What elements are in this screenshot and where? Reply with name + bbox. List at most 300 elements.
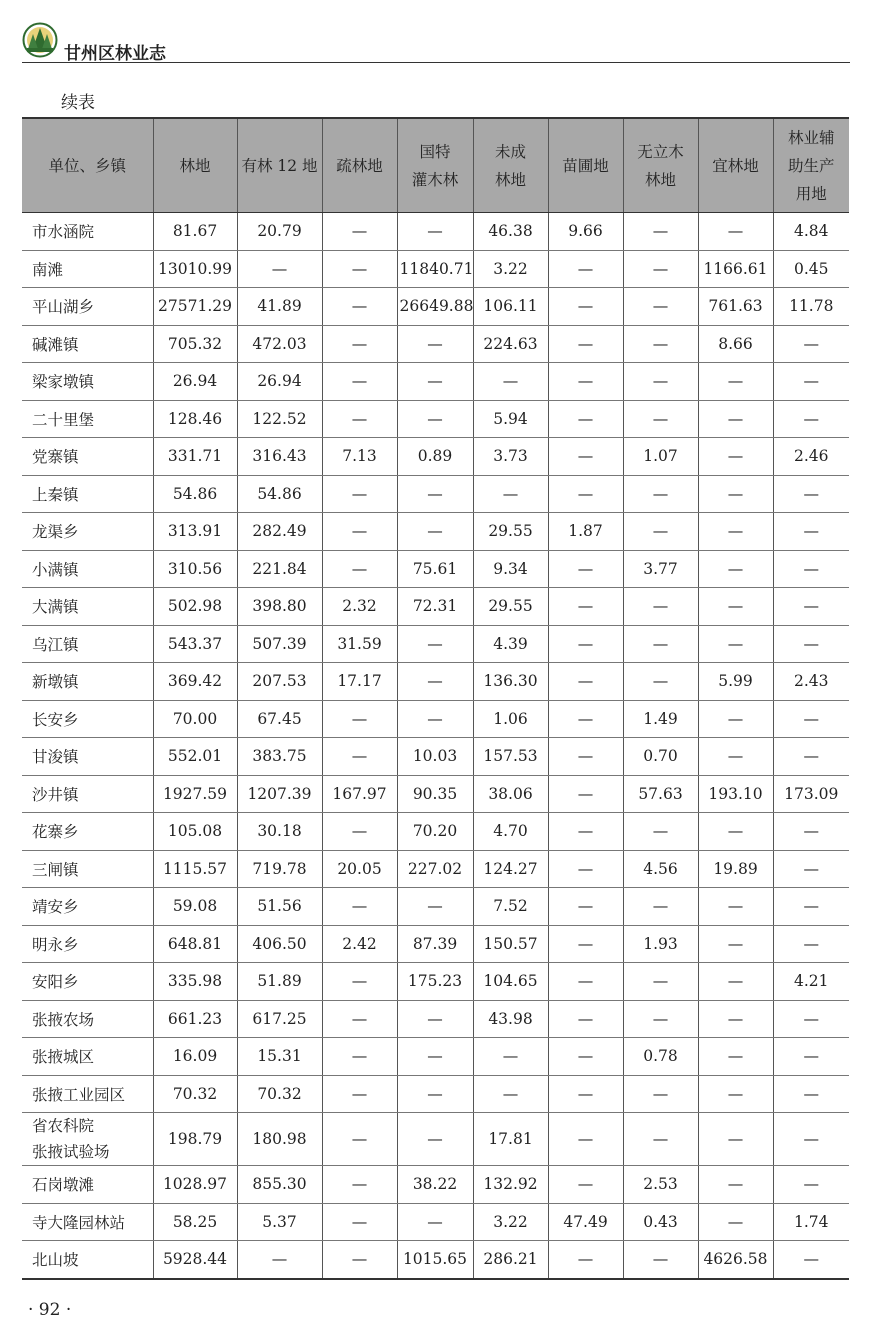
- table-cell: 29.55: [473, 513, 548, 551]
- table-cell: 17.17: [322, 663, 397, 701]
- table-cell: —: [698, 1203, 773, 1241]
- table-cell: 1.06: [473, 700, 548, 738]
- table-cell: —: [773, 400, 849, 438]
- table-cell: 282.49: [237, 513, 322, 551]
- table-row: [22, 925, 849, 963]
- table-cell: 507.39: [237, 625, 322, 663]
- table-cell: —: [548, 888, 623, 926]
- table-cell: —: [322, 1075, 397, 1113]
- unit-name-cell: 南滩: [22, 250, 153, 288]
- continued-label: 续表: [61, 93, 95, 113]
- table-cell: 10.03: [397, 738, 473, 776]
- table-cell: 5.99: [698, 663, 773, 701]
- unit-name-cell: 三闸镇: [22, 850, 153, 888]
- table-cell: —: [623, 625, 698, 663]
- table-cell: —: [773, 888, 849, 926]
- table-cell: 3.77: [623, 550, 698, 588]
- table-cell: 1166.61: [698, 250, 773, 288]
- unit-name-cell: 安阳乡: [22, 963, 153, 1001]
- table-cell: —: [397, 1000, 473, 1038]
- table-cell: —: [698, 738, 773, 776]
- table-cell: —: [773, 1113, 849, 1166]
- column-header: 苗圃地: [548, 118, 623, 213]
- table-cell: —: [623, 288, 698, 326]
- table-cell: 0.43: [623, 1203, 698, 1241]
- table-cell: —: [698, 213, 773, 251]
- table-cell: —: [397, 363, 473, 401]
- table-cell: 70.00: [153, 700, 237, 738]
- table-cell: 132.92: [473, 1166, 548, 1204]
- table-cell: —: [773, 1241, 849, 1279]
- table-cell: —: [397, 625, 473, 663]
- table-cell: 81.67: [153, 213, 237, 251]
- table-cell: 2.32: [322, 588, 397, 626]
- table-cell: —: [548, 550, 623, 588]
- table-cell: 331.71: [153, 438, 237, 476]
- table-cell: 9.66: [548, 213, 623, 251]
- unit-name-cell: 乌江镇: [22, 625, 153, 663]
- table-cell: 1115.57: [153, 850, 237, 888]
- table-cell: 193.10: [698, 775, 773, 813]
- table-row: [22, 700, 849, 738]
- table-cell: —: [698, 1000, 773, 1038]
- table-cell: —: [773, 738, 849, 776]
- table-cell: —: [322, 1000, 397, 1038]
- table-cell: 90.35: [397, 775, 473, 813]
- table-cell: —: [548, 1166, 623, 1204]
- table-cell: 54.86: [153, 475, 237, 513]
- table-cell: —: [773, 588, 849, 626]
- table-cell: —: [322, 325, 397, 363]
- table-cell: —: [322, 1241, 397, 1279]
- table-cell: —: [698, 475, 773, 513]
- table-cell: —: [623, 663, 698, 701]
- table-cell: —: [548, 925, 623, 963]
- table-cell: 51.89: [237, 963, 322, 1001]
- table-cell: —: [322, 700, 397, 738]
- forest-trees-icon: [22, 22, 58, 58]
- table-cell: —: [322, 363, 397, 401]
- table-cell: 4.56: [623, 850, 698, 888]
- table-cell: 122.52: [237, 400, 322, 438]
- table-row: [22, 213, 849, 251]
- table-row: [22, 438, 849, 476]
- table-row: [22, 850, 849, 888]
- table-cell: —: [548, 850, 623, 888]
- table-cell: —: [548, 1000, 623, 1038]
- table-cell: —: [773, 1075, 849, 1113]
- table-cell: 157.53: [473, 738, 548, 776]
- table-cell: —: [548, 775, 623, 813]
- table-cell: —: [322, 475, 397, 513]
- table-cell: —: [548, 738, 623, 776]
- table-cell: —: [548, 663, 623, 701]
- table-cell: 38.22: [397, 1166, 473, 1204]
- table-cell: —: [237, 1241, 322, 1279]
- column-header: 国特 灌木林: [397, 118, 473, 213]
- table-cell: —: [548, 325, 623, 363]
- table-cell: —: [548, 363, 623, 401]
- table-row: [22, 250, 849, 288]
- unit-name-cell: 花寨乡: [22, 813, 153, 851]
- table-cell: 4.21: [773, 963, 849, 1001]
- unit-name-cell: 新墩镇: [22, 663, 153, 701]
- unit-name-cell: 大满镇: [22, 588, 153, 626]
- unit-name-cell: 明永乡: [22, 925, 153, 963]
- table-cell: —: [623, 1000, 698, 1038]
- table-cell: —: [322, 1166, 397, 1204]
- table-cell: 0.45: [773, 250, 849, 288]
- table-cell: 5928.44: [153, 1241, 237, 1279]
- table-cell: —: [322, 550, 397, 588]
- table-cell: —: [773, 813, 849, 851]
- table-cell: 1015.65: [397, 1241, 473, 1279]
- table-cell: 4.39: [473, 625, 548, 663]
- table-cell: —: [322, 400, 397, 438]
- table-cell: —: [397, 1038, 473, 1076]
- table-cell: —: [698, 1113, 773, 1166]
- table-cell: 31.59: [322, 625, 397, 663]
- page-header: [22, 22, 850, 62]
- table-cell: 67.45: [237, 700, 322, 738]
- table-cell: 0.78: [623, 1038, 698, 1076]
- table-cell: 136.30: [473, 663, 548, 701]
- table-cell: —: [322, 1113, 397, 1166]
- table-cell: 70.32: [153, 1075, 237, 1113]
- table-cell: —: [773, 1038, 849, 1076]
- table-cell: —: [397, 325, 473, 363]
- table-cell: 57.63: [623, 775, 698, 813]
- table-cell: 38.06: [473, 775, 548, 813]
- unit-name-cell: 甘浚镇: [22, 738, 153, 776]
- table-cell: 4.84: [773, 213, 849, 251]
- table-cell: 180.98: [237, 1113, 322, 1166]
- forest-land-table: [22, 117, 849, 1280]
- table-cell: 7.13: [322, 438, 397, 476]
- table-cell: 502.98: [153, 588, 237, 626]
- table-cell: 8.66: [698, 325, 773, 363]
- table-cell: 5.94: [473, 400, 548, 438]
- table-row: [22, 550, 849, 588]
- table-cell: 406.50: [237, 925, 322, 963]
- table-cell: —: [397, 513, 473, 551]
- table-row: [22, 325, 849, 363]
- column-header: 有林 12 地: [237, 118, 322, 213]
- table-cell: 286.21: [473, 1241, 548, 1279]
- table-cell: —: [322, 250, 397, 288]
- unit-name-cell: 省农科院 张掖试验场: [22, 1113, 153, 1166]
- table-cell: —: [698, 1166, 773, 1204]
- table-cell: 29.55: [473, 588, 548, 626]
- table-cell: —: [473, 1038, 548, 1076]
- table-row: [22, 513, 849, 551]
- table-cell: —: [773, 475, 849, 513]
- table-cell: —: [548, 475, 623, 513]
- table-row: [22, 775, 849, 813]
- table-cell: —: [773, 550, 849, 588]
- table-cell: 1.07: [623, 438, 698, 476]
- table-cell: 1.74: [773, 1203, 849, 1241]
- table-cell: 335.98: [153, 963, 237, 1001]
- table-cell: 11.78: [773, 288, 849, 326]
- table-cell: 383.75: [237, 738, 322, 776]
- table-cell: —: [623, 250, 698, 288]
- table-cell: 1.49: [623, 700, 698, 738]
- table-row: [22, 963, 849, 1001]
- table-cell: 167.97: [322, 775, 397, 813]
- table-cell: 2.42: [322, 925, 397, 963]
- table-cell: 2.43: [773, 663, 849, 701]
- table-cell: 128.46: [153, 400, 237, 438]
- table-cell: —: [623, 400, 698, 438]
- table-cell: 47.49: [548, 1203, 623, 1241]
- table-cell: —: [623, 363, 698, 401]
- table-row: [22, 475, 849, 513]
- table-cell: 54.86: [237, 475, 322, 513]
- table-cell: 75.61: [397, 550, 473, 588]
- table-row: [22, 400, 849, 438]
- unit-name-cell: 上秦镇: [22, 475, 153, 513]
- unit-name-cell: 北山坡: [22, 1241, 153, 1279]
- table-cell: —: [397, 1203, 473, 1241]
- unit-name-cell: 平山湖乡: [22, 288, 153, 326]
- table-cell: —: [397, 1113, 473, 1166]
- table-body: [22, 213, 849, 1279]
- table-cell: —: [698, 1075, 773, 1113]
- table-cell: —: [623, 1075, 698, 1113]
- table-cell: —: [548, 1113, 623, 1166]
- table-cell: 26649.88: [397, 288, 473, 326]
- table-cell: 705.32: [153, 325, 237, 363]
- table-cell: —: [548, 250, 623, 288]
- table-cell: —: [623, 588, 698, 626]
- table-cell: —: [548, 588, 623, 626]
- table-cell: —: [698, 625, 773, 663]
- table-cell: —: [698, 925, 773, 963]
- column-header: 林地: [153, 118, 237, 213]
- table-cell: 761.63: [698, 288, 773, 326]
- table-cell: —: [773, 363, 849, 401]
- table-cell: —: [623, 325, 698, 363]
- unit-name-cell: 二十里堡: [22, 400, 153, 438]
- unit-name-cell: 碱滩镇: [22, 325, 153, 363]
- table-cell: —: [698, 400, 773, 438]
- unit-name-cell: 市水涵院: [22, 213, 153, 251]
- table-cell: —: [322, 1038, 397, 1076]
- table-cell: —: [397, 700, 473, 738]
- unit-name-cell: 梁家墩镇: [22, 363, 153, 401]
- table-row: [22, 888, 849, 926]
- table-cell: 1927.59: [153, 775, 237, 813]
- table-cell: 20.79: [237, 213, 322, 251]
- table-row: [22, 588, 849, 626]
- table-cell: 3.22: [473, 1203, 548, 1241]
- unit-name-cell: 张掖工业园区: [22, 1075, 153, 1113]
- unit-name-cell: 小满镇: [22, 550, 153, 588]
- table-row: [22, 1000, 849, 1038]
- table-cell: —: [473, 363, 548, 401]
- table-cell: 552.01: [153, 738, 237, 776]
- table-cell: 11840.71: [397, 250, 473, 288]
- table-cell: —: [548, 1241, 623, 1279]
- table-cell: —: [623, 1113, 698, 1166]
- table-cell: 58.25: [153, 1203, 237, 1241]
- table-cell: 5.37: [237, 1203, 322, 1241]
- table-cell: —: [322, 1203, 397, 1241]
- table-cell: —: [397, 888, 473, 926]
- table-cell: 316.43: [237, 438, 322, 476]
- table-cell: —: [623, 888, 698, 926]
- column-header: 林业辅 助生产 用地: [773, 118, 849, 213]
- table-cell: 0.89: [397, 438, 473, 476]
- column-header: 单位、乡镇: [22, 118, 153, 213]
- table-cell: —: [623, 513, 698, 551]
- table-row: [22, 363, 849, 401]
- table-cell: 20.05: [322, 850, 397, 888]
- table-cell: 7.52: [473, 888, 548, 926]
- table-cell: —: [623, 475, 698, 513]
- table-cell: —: [397, 400, 473, 438]
- table-cell: —: [773, 1000, 849, 1038]
- table-cell: —: [698, 888, 773, 926]
- table-cell: 15.31: [237, 1038, 322, 1076]
- table-cell: —: [548, 963, 623, 1001]
- table-cell: 648.81: [153, 925, 237, 963]
- table-cell: —: [322, 513, 397, 551]
- table-cell: 41.89: [237, 288, 322, 326]
- table-cell: 43.98: [473, 1000, 548, 1038]
- table-cell: —: [698, 363, 773, 401]
- table-header: [22, 118, 849, 213]
- table-cell: —: [773, 325, 849, 363]
- unit-name-cell: 张掖农场: [22, 1000, 153, 1038]
- table-cell: 3.73: [473, 438, 548, 476]
- table-cell: 16.09: [153, 1038, 237, 1076]
- table-cell: —: [623, 1241, 698, 1279]
- table-cell: —: [623, 213, 698, 251]
- table-row: [22, 1075, 849, 1113]
- table-cell: 106.11: [473, 288, 548, 326]
- table-cell: 0.70: [623, 738, 698, 776]
- table-cell: —: [322, 813, 397, 851]
- table-row: [22, 1241, 849, 1279]
- header-rule: [22, 62, 850, 63]
- table-cell: 719.78: [237, 850, 322, 888]
- table-cell: 124.27: [473, 850, 548, 888]
- table-row: [22, 288, 849, 326]
- table-cell: 70.32: [237, 1075, 322, 1113]
- table-cell: —: [397, 1075, 473, 1113]
- table-cell: —: [773, 700, 849, 738]
- table-cell: 369.42: [153, 663, 237, 701]
- table-cell: 4.70: [473, 813, 548, 851]
- table-cell: —: [548, 813, 623, 851]
- table-cell: —: [548, 1038, 623, 1076]
- table-cell: —: [548, 438, 623, 476]
- table-cell: —: [623, 963, 698, 1001]
- table-cell: 150.57: [473, 925, 548, 963]
- table-cell: 13010.99: [153, 250, 237, 288]
- table-cell: 3.22: [473, 250, 548, 288]
- table-cell: 224.63: [473, 325, 548, 363]
- table-cell: 30.18: [237, 813, 322, 851]
- table-cell: 398.80: [237, 588, 322, 626]
- table-cell: —: [548, 400, 623, 438]
- table-cell: —: [698, 550, 773, 588]
- table-cell: 198.79: [153, 1113, 237, 1166]
- table-cell: 1.87: [548, 513, 623, 551]
- table-row: [22, 1038, 849, 1076]
- column-header: 宜林地: [698, 118, 773, 213]
- table-cell: 51.56: [237, 888, 322, 926]
- table-cell: —: [548, 700, 623, 738]
- table-cell: —: [397, 475, 473, 513]
- table-cell: 17.81: [473, 1113, 548, 1166]
- page-number: · 92 ·: [28, 1300, 72, 1320]
- column-header: 疏林地: [322, 118, 397, 213]
- table-cell: 70.20: [397, 813, 473, 851]
- table-cell: 1028.97: [153, 1166, 237, 1204]
- column-header: 未成 林地: [473, 118, 548, 213]
- table-cell: 221.84: [237, 550, 322, 588]
- table-cell: —: [548, 1075, 623, 1113]
- table-cell: 310.56: [153, 550, 237, 588]
- table-cell: 59.08: [153, 888, 237, 926]
- table-cell: 27571.29: [153, 288, 237, 326]
- table-cell: —: [773, 925, 849, 963]
- table-row: [22, 1113, 849, 1166]
- table-cell: 87.39: [397, 925, 473, 963]
- table-cell: 1.93: [623, 925, 698, 963]
- header-row: [22, 118, 849, 213]
- table-cell: 26.94: [237, 363, 322, 401]
- table-cell: —: [698, 813, 773, 851]
- table-row: [22, 1203, 849, 1241]
- table-cell: 472.03: [237, 325, 322, 363]
- unit-name-cell: 沙井镇: [22, 775, 153, 813]
- table-cell: —: [698, 700, 773, 738]
- unit-name-cell: 张掖城区: [22, 1038, 153, 1076]
- table-cell: 617.25: [237, 1000, 322, 1038]
- table-cell: —: [397, 213, 473, 251]
- table-cell: 104.65: [473, 963, 548, 1001]
- table-cell: 26.94: [153, 363, 237, 401]
- table-cell: —: [698, 513, 773, 551]
- table-cell: —: [322, 288, 397, 326]
- table-row: [22, 625, 849, 663]
- table-cell: 105.08: [153, 813, 237, 851]
- table-cell: —: [473, 1075, 548, 1113]
- table-cell: —: [623, 813, 698, 851]
- table-cell: —: [698, 963, 773, 1001]
- table-cell: 543.37: [153, 625, 237, 663]
- table-cell: —: [397, 663, 473, 701]
- table-cell: —: [322, 738, 397, 776]
- table-cell: 661.23: [153, 1000, 237, 1038]
- table-row: [22, 813, 849, 851]
- table-cell: —: [773, 1166, 849, 1204]
- table-row: [22, 663, 849, 701]
- table-cell: —: [698, 588, 773, 626]
- table-cell: 173.09: [773, 775, 849, 813]
- table-cell: —: [698, 1038, 773, 1076]
- table-cell: —: [322, 888, 397, 926]
- unit-name-cell: 靖安乡: [22, 888, 153, 926]
- column-header: 无立木 林地: [623, 118, 698, 213]
- unit-name-cell: 长安乡: [22, 700, 153, 738]
- book-title: 甘州区林业志: [64, 44, 166, 64]
- unit-name-cell: 石岗墩滩: [22, 1166, 153, 1204]
